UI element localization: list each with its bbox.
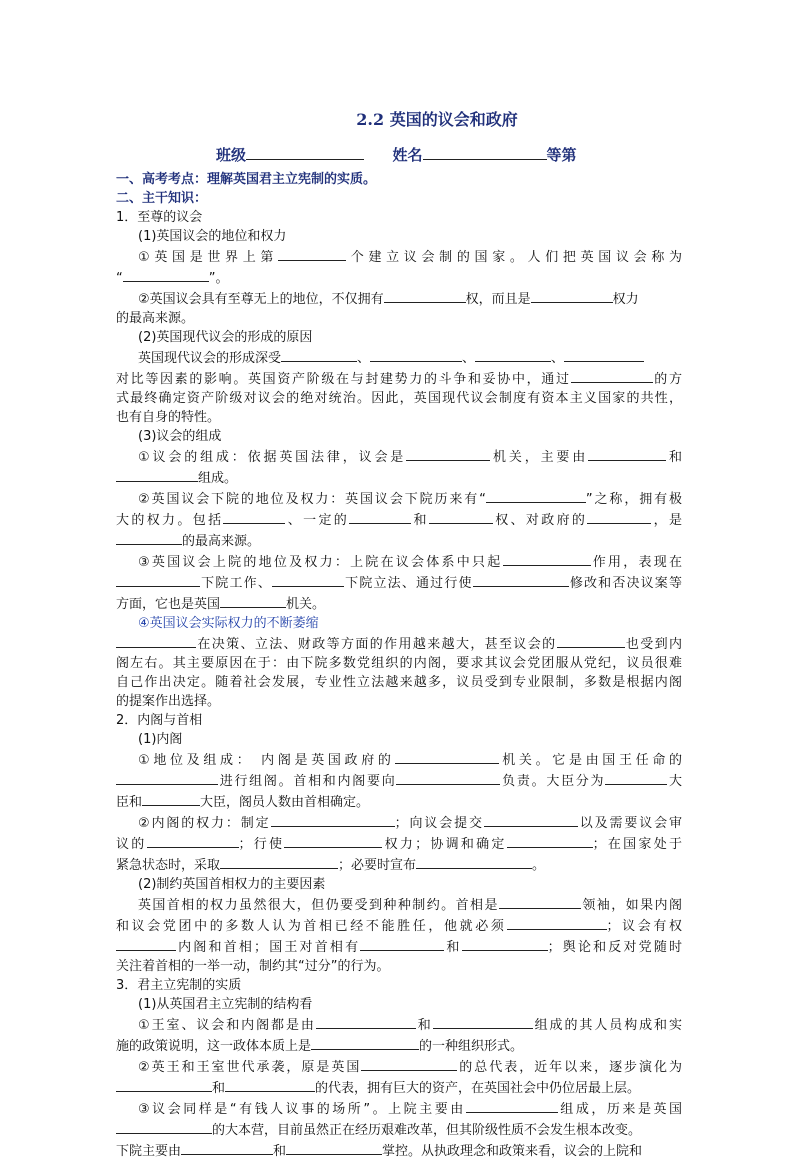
blank[interactable] [116, 1119, 212, 1134]
s2-2-title: (2)制约英国首相权力的主要因素 [138, 877, 326, 892]
blank[interactable] [475, 347, 551, 362]
blank[interactable] [361, 1056, 457, 1071]
blank[interactable] [571, 368, 653, 383]
page-title: 2.2 英国的议会和政府 [356, 110, 518, 129]
s2-1-b-cont: 议的 ；行使 权力；协调和确定 ；在国家处于 [116, 833, 682, 854]
blank[interactable] [588, 446, 666, 461]
blank[interactable] [466, 1098, 558, 1113]
blank[interactable] [116, 1077, 212, 1092]
blank[interactable] [223, 509, 285, 524]
blank[interactable] [142, 791, 200, 806]
s3-1-title: (1)从英国君主立宪制的结构看 [138, 997, 313, 1012]
blank[interactable] [272, 572, 344, 587]
blank[interactable] [503, 551, 591, 566]
s2-2-b: 和议会党团中的多数人认为首相已经不能胜任，他就必须 ；议会有权 [116, 915, 682, 936]
blank[interactable] [225, 1077, 315, 1092]
s1-3-title: (3)议会的组成 [138, 429, 222, 444]
blank[interactable] [384, 288, 466, 303]
section2-heading: 二、主干知识： [116, 191, 208, 206]
blank[interactable] [147, 833, 239, 848]
blank[interactable] [123, 267, 209, 282]
s1-4-a: 在决策、立法、财政等方面的作用越来越大，甚至议会的 也受到内 [116, 633, 682, 654]
blank[interactable] [116, 572, 200, 587]
worksheet-body [116, 170, 682, 1161]
class-blank[interactable] [246, 145, 364, 160]
grade-label: 等第 [546, 146, 577, 164]
s2-2-a: 英国首相的权力虽然很大，但仍要受到种种制约。首相是 领袖，如果内阁 [116, 894, 682, 915]
blank[interactable] [181, 1140, 273, 1155]
s1-4-title: ④英国议会实际权力的不断萎缩 [138, 616, 319, 631]
blank[interactable] [220, 593, 286, 608]
blank[interactable] [406, 446, 490, 461]
blank[interactable] [311, 1035, 419, 1050]
blank[interactable] [587, 509, 651, 524]
s1-1-b: ②英国议会具有至尊无上的地位，不仅拥有 权，而且是 权力 [116, 288, 682, 309]
blank[interactable] [462, 936, 548, 951]
blank[interactable] [370, 347, 462, 362]
blank[interactable] [507, 833, 593, 848]
s1-4-c: 自己作出决定。随着社会发展，专业性立法越来越多，议员受到专业限制，多数是根据内阁 [116, 675, 682, 690]
s1-2-title: (2)英国现代议会的形成的原因 [138, 330, 313, 345]
blank[interactable] [396, 770, 500, 785]
blank[interactable] [349, 509, 411, 524]
s2-1-b-cont2: 紧急状态时，采取 ；必要时宣布 。 [116, 854, 682, 875]
s1-2-c: 式最终确定资产阶级对议会的绝对统治。因此，英国现代议会制度有资本主义国家的共性， [116, 391, 682, 406]
s3-title: 3．君主立宪制的实质 [116, 978, 242, 993]
blank[interactable] [564, 347, 644, 362]
name-label: 姓名 [392, 146, 423, 164]
blank[interactable] [486, 488, 586, 503]
s1-1-a: ①英国是世界上第 个建立议会制的国家。人们把英国议会称为 [116, 246, 682, 267]
blank[interactable] [116, 633, 196, 648]
blank[interactable] [284, 833, 382, 848]
blank[interactable] [316, 1014, 416, 1029]
s1-4-d: 的提案作出选择。 [116, 694, 221, 709]
s1-2-b: 对比等因素的影响。英国资产阶级在与封建势力的斗争和妥协中，通过 的方 [116, 368, 682, 389]
s3-1-d: 和 的代表，拥有巨大的资产，在英国社会中仍位居最上层。 [116, 1077, 682, 1098]
s2-1-a-cont2: 臣和 大臣，阁员人数由首相确定。 [116, 791, 682, 812]
blank[interactable] [360, 936, 444, 951]
s1-3-b-cont: 大的权力。包括 、一定的 和 权、对政府的 ，是 [116, 509, 682, 530]
blank[interactable] [531, 288, 613, 303]
blank[interactable] [286, 1140, 382, 1155]
blank[interactable] [116, 530, 182, 545]
blank[interactable] [429, 509, 493, 524]
s1-3-c-cont: 下院工作、 下院立法、通过行使 修改和否决议案等 [116, 572, 682, 593]
section1-heading: 一、高考考点：理解英国君主立宪制的实质。 [116, 172, 377, 187]
s1-3-c-cont2: 方面，它也是英国 机关。 [116, 593, 682, 614]
blank[interactable] [281, 347, 357, 362]
s1-3-c: ③英国议会上院的地位及权力：上院在议会体系中只起 作用，表现在 [116, 551, 682, 572]
s1-2-a: 英国现代议会的形成深受 、 、 、 [116, 347, 682, 368]
name-blank[interactable] [423, 145, 547, 160]
s3-1-c: ②英王和王室世代承袭，原是英国 的总代表，近年以来，逐步演化为 [116, 1056, 682, 1077]
blank[interactable] [557, 633, 625, 648]
s3-1-g: 下院主要由 和 掌控。从执政理念和政策来看，议会的上院和 [116, 1140, 682, 1161]
blank[interactable] [395, 749, 499, 764]
s1-1-a-cont: “ ”。 [116, 267, 682, 288]
s2-title: 2．内阁与首相 [116, 713, 203, 728]
s1-1-b-cont: 的最高来源。 [116, 311, 195, 326]
blank[interactable] [484, 812, 578, 827]
blank[interactable] [220, 854, 338, 869]
blank[interactable] [116, 936, 176, 951]
s3-1-b: 施的政策说明，这一政体本质上是 的一种组织形式。 [116, 1035, 682, 1056]
s1-title: 1．至尊的议会 [116, 210, 203, 225]
s2-2-c: 内阁和首相；国王对首相有 和 ；舆论和反对党随时 [116, 936, 682, 957]
blank[interactable] [271, 812, 395, 827]
s1-2-d: 也有自身的特性。 [116, 410, 221, 425]
s3-1-e: ③议会同样是“有钱人议事的场所”。上院主要由 组成，历来是英国 [116, 1098, 682, 1119]
s1-4-b: 阁左右。其主要原因在于：由下院多数党组织的内阁，要求其议会党团服从党纪，议员很难 [116, 656, 682, 671]
student-info-line [216, 144, 577, 165]
s2-1-a: ①地位及组成： 内阁是英国政府的 机关。它是由国王任命的 [116, 749, 682, 770]
s1-3-b-cont2: 的最高来源。 [116, 530, 682, 551]
s1-3-a-cont: 组成。 [116, 467, 682, 488]
blank[interactable] [116, 770, 218, 785]
blank[interactable] [433, 1014, 533, 1029]
s2-1-b: ②内阁的权力：制定 ；向议会提交 以及需要议会审 [116, 812, 682, 833]
s3-1-a: ①王室、议会和内阁都是由 和 组成的其人员构成和实 [116, 1014, 682, 1035]
s2-1-title: (1)内阁 [138, 732, 183, 747]
s1-3-b: ②英国议会下院的地位及权力：英国议会下院历来有“ ”之称，拥有极 [116, 488, 682, 509]
s2-2-d: 关注着首相的一举一动，制约其“过分”的行为。 [116, 959, 390, 974]
blank[interactable] [416, 854, 532, 869]
s1-3-a: ①议会的组成：依据英国法律，议会是 机关，主要由 和 [116, 446, 682, 467]
blank[interactable] [507, 915, 607, 930]
blank[interactable] [116, 467, 198, 482]
blank[interactable] [605, 770, 667, 785]
s3-1-f: 的大本营，目前虽然正在经历艰难改革，但其阶级性质不会发生根本改变。 [116, 1119, 682, 1140]
s1-1-title: (1)英国议会的地位和权力 [138, 229, 287, 244]
blank[interactable] [278, 246, 346, 261]
blank[interactable] [473, 572, 569, 587]
s2-1-a-cont: 进行组阁。首相和内阁要向 负责。大臣分为 大 [116, 770, 682, 791]
class-label: 班级 [216, 146, 247, 164]
blank[interactable] [499, 894, 581, 909]
